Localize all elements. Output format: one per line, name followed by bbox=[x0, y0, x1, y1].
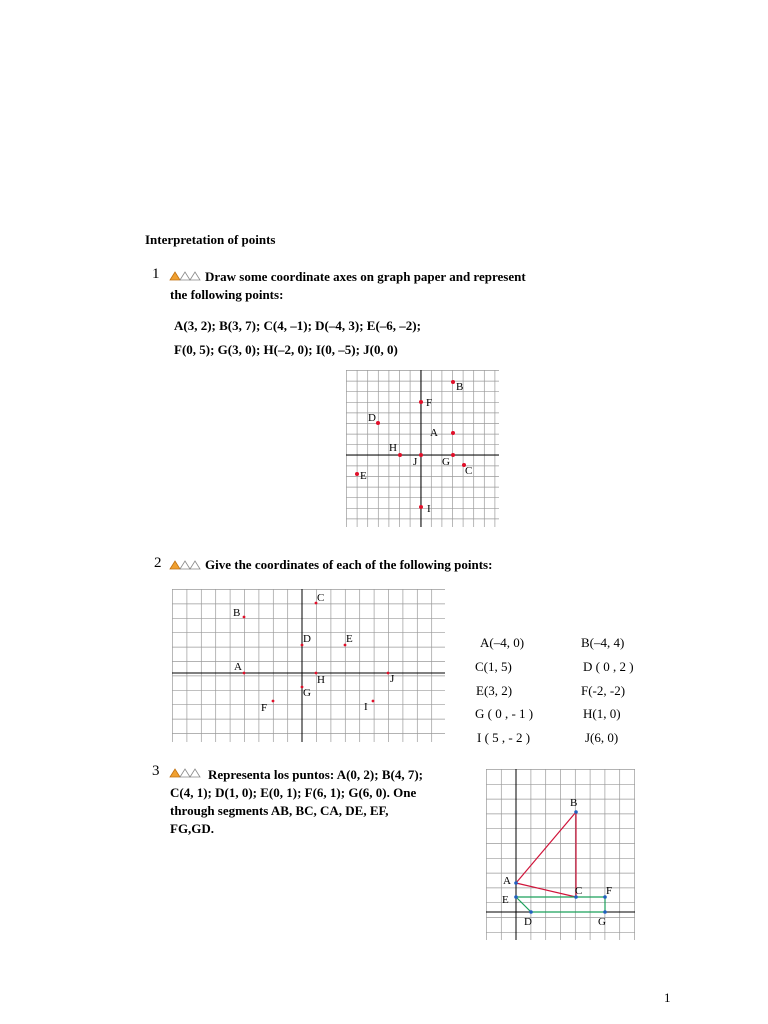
question-3-text-line-4: FG,GD. bbox=[170, 821, 215, 836]
label-a: A bbox=[430, 427, 438, 439]
point-j bbox=[419, 453, 423, 457]
label-e: E bbox=[360, 470, 367, 482]
graph-3-grid bbox=[486, 769, 635, 940]
label-f: F bbox=[606, 885, 613, 897]
label-g: G bbox=[303, 687, 311, 699]
question-2-number: 2 bbox=[154, 555, 162, 571]
label-f: F bbox=[261, 702, 268, 714]
question-3-text-line-3: through segments AB, BC, CA, DE, EF, bbox=[170, 803, 389, 818]
label-e: E bbox=[346, 633, 353, 645]
question-1-text-cont: the following points: bbox=[170, 287, 284, 302]
point-a bbox=[243, 672, 246, 675]
label-b: B bbox=[456, 381, 464, 393]
graph-1 bbox=[346, 370, 500, 528]
point-b bbox=[243, 616, 246, 619]
page-number: 1 bbox=[664, 990, 671, 1005]
label-c: C bbox=[575, 885, 583, 897]
label-b: B bbox=[233, 607, 241, 619]
answer-c: C(1, 5) bbox=[475, 659, 512, 674]
answer-b: B(–4, 4) bbox=[581, 635, 625, 650]
label-g: G bbox=[598, 916, 606, 928]
label-a: A bbox=[234, 661, 242, 673]
point-g bbox=[603, 910, 607, 914]
label-h: H bbox=[317, 674, 325, 686]
label-h: H bbox=[389, 442, 397, 454]
point-j bbox=[387, 672, 390, 675]
page-title: Interpretation of points bbox=[145, 232, 276, 247]
label-i: I bbox=[427, 503, 431, 515]
point-e bbox=[355, 472, 359, 476]
question-3-text-line-1: Representa los puntos: A(0, 2); B(4, 7); bbox=[208, 767, 423, 782]
answer-i: I ( 5 , - 2 ) bbox=[477, 730, 531, 745]
answer-e: E(3, 2) bbox=[476, 683, 513, 698]
difficulty-triangles-icon bbox=[169, 271, 201, 281]
difficulty-triangles-icon bbox=[169, 768, 201, 778]
label-f: F bbox=[426, 397, 433, 409]
answer-h: H(1, 0) bbox=[583, 706, 621, 721]
segment-de bbox=[516, 897, 531, 912]
label-c: C bbox=[317, 592, 325, 604]
point-i bbox=[372, 700, 375, 703]
answer-j: J(6, 0) bbox=[585, 730, 619, 745]
question-3-text-line-2: C(4, 1); D(1, 0); E(0, 1); F(6, 1); G(6, 0). One bbox=[170, 785, 417, 800]
question-3-number: 3 bbox=[152, 763, 160, 779]
point-a bbox=[451, 431, 455, 435]
graph-3 bbox=[486, 769, 636, 941]
label-j: J bbox=[413, 456, 418, 468]
label-b: B bbox=[570, 797, 578, 809]
graph-2-grid bbox=[172, 589, 445, 742]
label-d: D bbox=[524, 916, 532, 928]
point-b bbox=[451, 380, 455, 384]
point-e bbox=[514, 895, 518, 899]
label-d: D bbox=[368, 412, 376, 424]
label-d: D bbox=[303, 633, 311, 645]
difficulty-triangles-icon bbox=[169, 560, 201, 570]
point-g bbox=[451, 453, 455, 457]
graph-2 bbox=[172, 589, 446, 743]
point-f bbox=[419, 400, 423, 404]
answer-a: A(–4, 0) bbox=[480, 635, 525, 650]
point-d bbox=[529, 910, 533, 914]
label-c: C bbox=[465, 465, 473, 477]
point-b bbox=[574, 810, 578, 814]
question-1-points-line-2: F(0, 5); G(3, 0); H(–2, 0); I(0, –5); J(0, 0) bbox=[174, 342, 398, 357]
point-i bbox=[419, 505, 423, 509]
point-d bbox=[376, 421, 380, 425]
question-1-number: 1 bbox=[152, 266, 160, 282]
graph-1-grid bbox=[346, 370, 499, 527]
label-e: E bbox=[502, 894, 509, 906]
answer-f: F(-2, -2) bbox=[581, 683, 626, 698]
question-1-points-line-1: A(3, 2); B(3, 7); C(4, –1); D(–4, 3); E(–6, –2); bbox=[174, 318, 421, 333]
label-j: J bbox=[390, 673, 395, 685]
point-a bbox=[514, 881, 518, 885]
label-g: G bbox=[442, 456, 450, 468]
answer-g: G ( 0 , - 1 ) bbox=[475, 706, 534, 721]
point-f bbox=[272, 700, 275, 703]
answer-d: D ( 0 , 2 ) bbox=[583, 659, 634, 674]
point-h bbox=[398, 453, 402, 457]
label-i: I bbox=[364, 701, 368, 713]
question-2-text: Give the coordinates of each of the following points: bbox=[205, 557, 493, 572]
question-1-text: Draw some coordinate axes on graph paper and represent bbox=[205, 269, 526, 284]
label-a: A bbox=[503, 875, 511, 887]
